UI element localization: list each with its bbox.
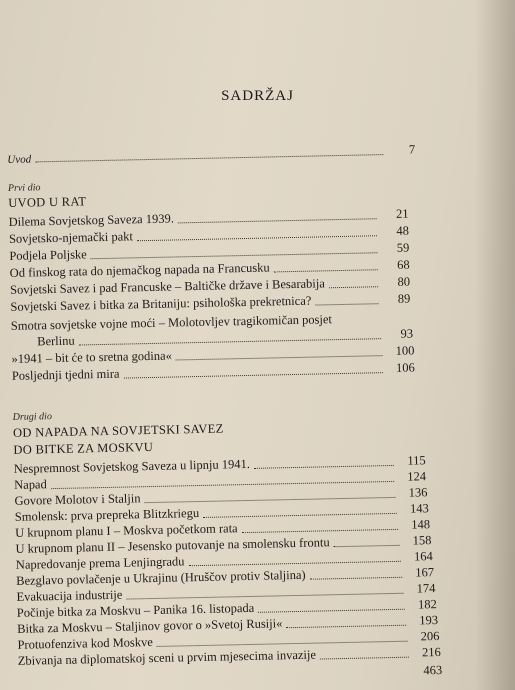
toc-entry-title: Napad <box>14 477 47 492</box>
toc-entry-page: 59 <box>396 240 410 255</box>
leader-dots <box>310 577 402 580</box>
toc-entry-page: 7 <box>408 142 416 157</box>
leader-dots <box>329 286 378 288</box>
toc-entry-title: Posljednji tjedni mira <box>11 366 120 383</box>
toc-entry-page: 164 <box>413 549 433 564</box>
toc-entry-title: Protuofenziva kod Moskve <box>17 635 154 652</box>
toc-entry-page: 182 <box>417 597 437 612</box>
toc-entry-page: 167 <box>415 565 435 580</box>
toc-entry-page: 100 <box>395 343 415 358</box>
leader-dots <box>274 269 378 272</box>
toc-entry-title: U krupnom planu I – Moskva početkom rata <box>15 521 238 540</box>
leader-dots <box>334 545 400 547</box>
toc-entry-page: 463 <box>423 662 443 678</box>
toc-entry-page: 89 <box>397 291 411 306</box>
toc-entry-title: Od finskog rata do njemačkog napada na Francusku <box>9 260 270 280</box>
toc-entry-page: 106 <box>395 360 415 375</box>
leader-dots <box>176 355 383 360</box>
part1-label: Prvi dio <box>7 182 41 194</box>
toc-entry-page: 136 <box>408 485 428 500</box>
toc-entry-title: Zbivanja na diplomatskoj sceni u prvim mjesecima invazije <box>17 647 317 668</box>
toc-entry-page: 148 <box>411 517 431 532</box>
toc-entry-page: 124 <box>407 469 427 484</box>
toc-entry-title: Berlinu <box>37 333 75 349</box>
toc-entry-title: Nespremnost Sovjetskog Saveza u lipnju 1941. <box>13 456 251 476</box>
part2-title-line2: DO BITKE ZA MOSKVU <box>13 439 154 457</box>
leader-dots <box>178 218 377 223</box>
toc-entry-title: Sovjetski Savez i bitka za Britaniju: psihološka prekretnica? <box>10 293 312 314</box>
toc-entry-title: Evakuacija industrije <box>16 587 123 604</box>
toc-entry-page: 21 <box>395 206 409 221</box>
toc-entry-page: 206 <box>420 629 440 644</box>
leader-dots <box>35 154 383 162</box>
leader-dots <box>286 625 406 629</box>
toc-entry-title: Dilema Sovjetskog Saveza 1939. <box>8 211 175 229</box>
toc-entry-page: 115 <box>407 453 426 468</box>
toc-entry-title: Govore Molotov i Staljin <box>14 491 141 508</box>
toc-entry-page: 216 <box>421 644 441 660</box>
toc-entry-page: 143 <box>409 501 429 516</box>
toc-entry-title: Bitka za Moskvu – Staljinov govor o »Svetoj Rusiji« <box>17 616 283 636</box>
leader-dots <box>124 372 383 378</box>
leader-dots <box>22 676 410 684</box>
leader-dots <box>315 303 378 305</box>
part2-title-line1: OD NAPADA NA SOVJETSKI SAVEZ <box>12 421 224 440</box>
toc-entry-title: Počinje bitka za Moskvu – Panika 16. listopada <box>16 600 255 620</box>
toc-entry-page: 93 <box>400 326 414 341</box>
toc-entry-page: 174 <box>416 581 436 596</box>
toc-entry-title: Uvod <box>7 153 32 166</box>
toc-entry-title: U krupnom planu II – Jesensko putovanje na smolensku frontu <box>15 535 330 556</box>
toc-entry-page: 80 <box>397 274 411 289</box>
toc-entry-title: Bezglavo povlačenje u Ukrajinu (Hruščov protiv Staljina) <box>16 567 306 588</box>
toc-entry-title: Sovjetski Savez i pad Francuske – Baltičke države i Besarabija <box>9 276 325 297</box>
toc-entry-page: 158 <box>412 533 432 548</box>
toc-entry-page: 193 <box>419 613 439 628</box>
toc-entry-title: Smotra sovjetske vojne moći – Molotovljev tragikomičan posjet <box>10 312 333 333</box>
toc-entry-page: 68 <box>396 257 410 272</box>
toc-entry-page: 48 <box>396 223 410 238</box>
page-title: SADRŽAJ <box>221 88 294 104</box>
toc-entry-title: Sovjetsko-njemački pakt <box>8 229 134 246</box>
part2-label: Drugi dio <box>12 411 53 423</box>
table-of-contents <box>4 0 515 690</box>
toc-entry-title: Podjela Poljske <box>9 247 87 263</box>
toc-entry-title: Smolensk: prva prepreka Blitzkriegu <box>14 506 200 524</box>
part1-title: UVOD U RAT <box>8 194 87 210</box>
leader-dots <box>254 465 394 469</box>
leader-dots <box>320 657 409 660</box>
toc-entry-title: »1941 – bit će to sretna godina« <box>11 348 173 366</box>
toc-entry-title: Napredovanje prema Lenjingradu <box>15 554 185 572</box>
toc-entry-intro <box>7 141 415 166</box>
